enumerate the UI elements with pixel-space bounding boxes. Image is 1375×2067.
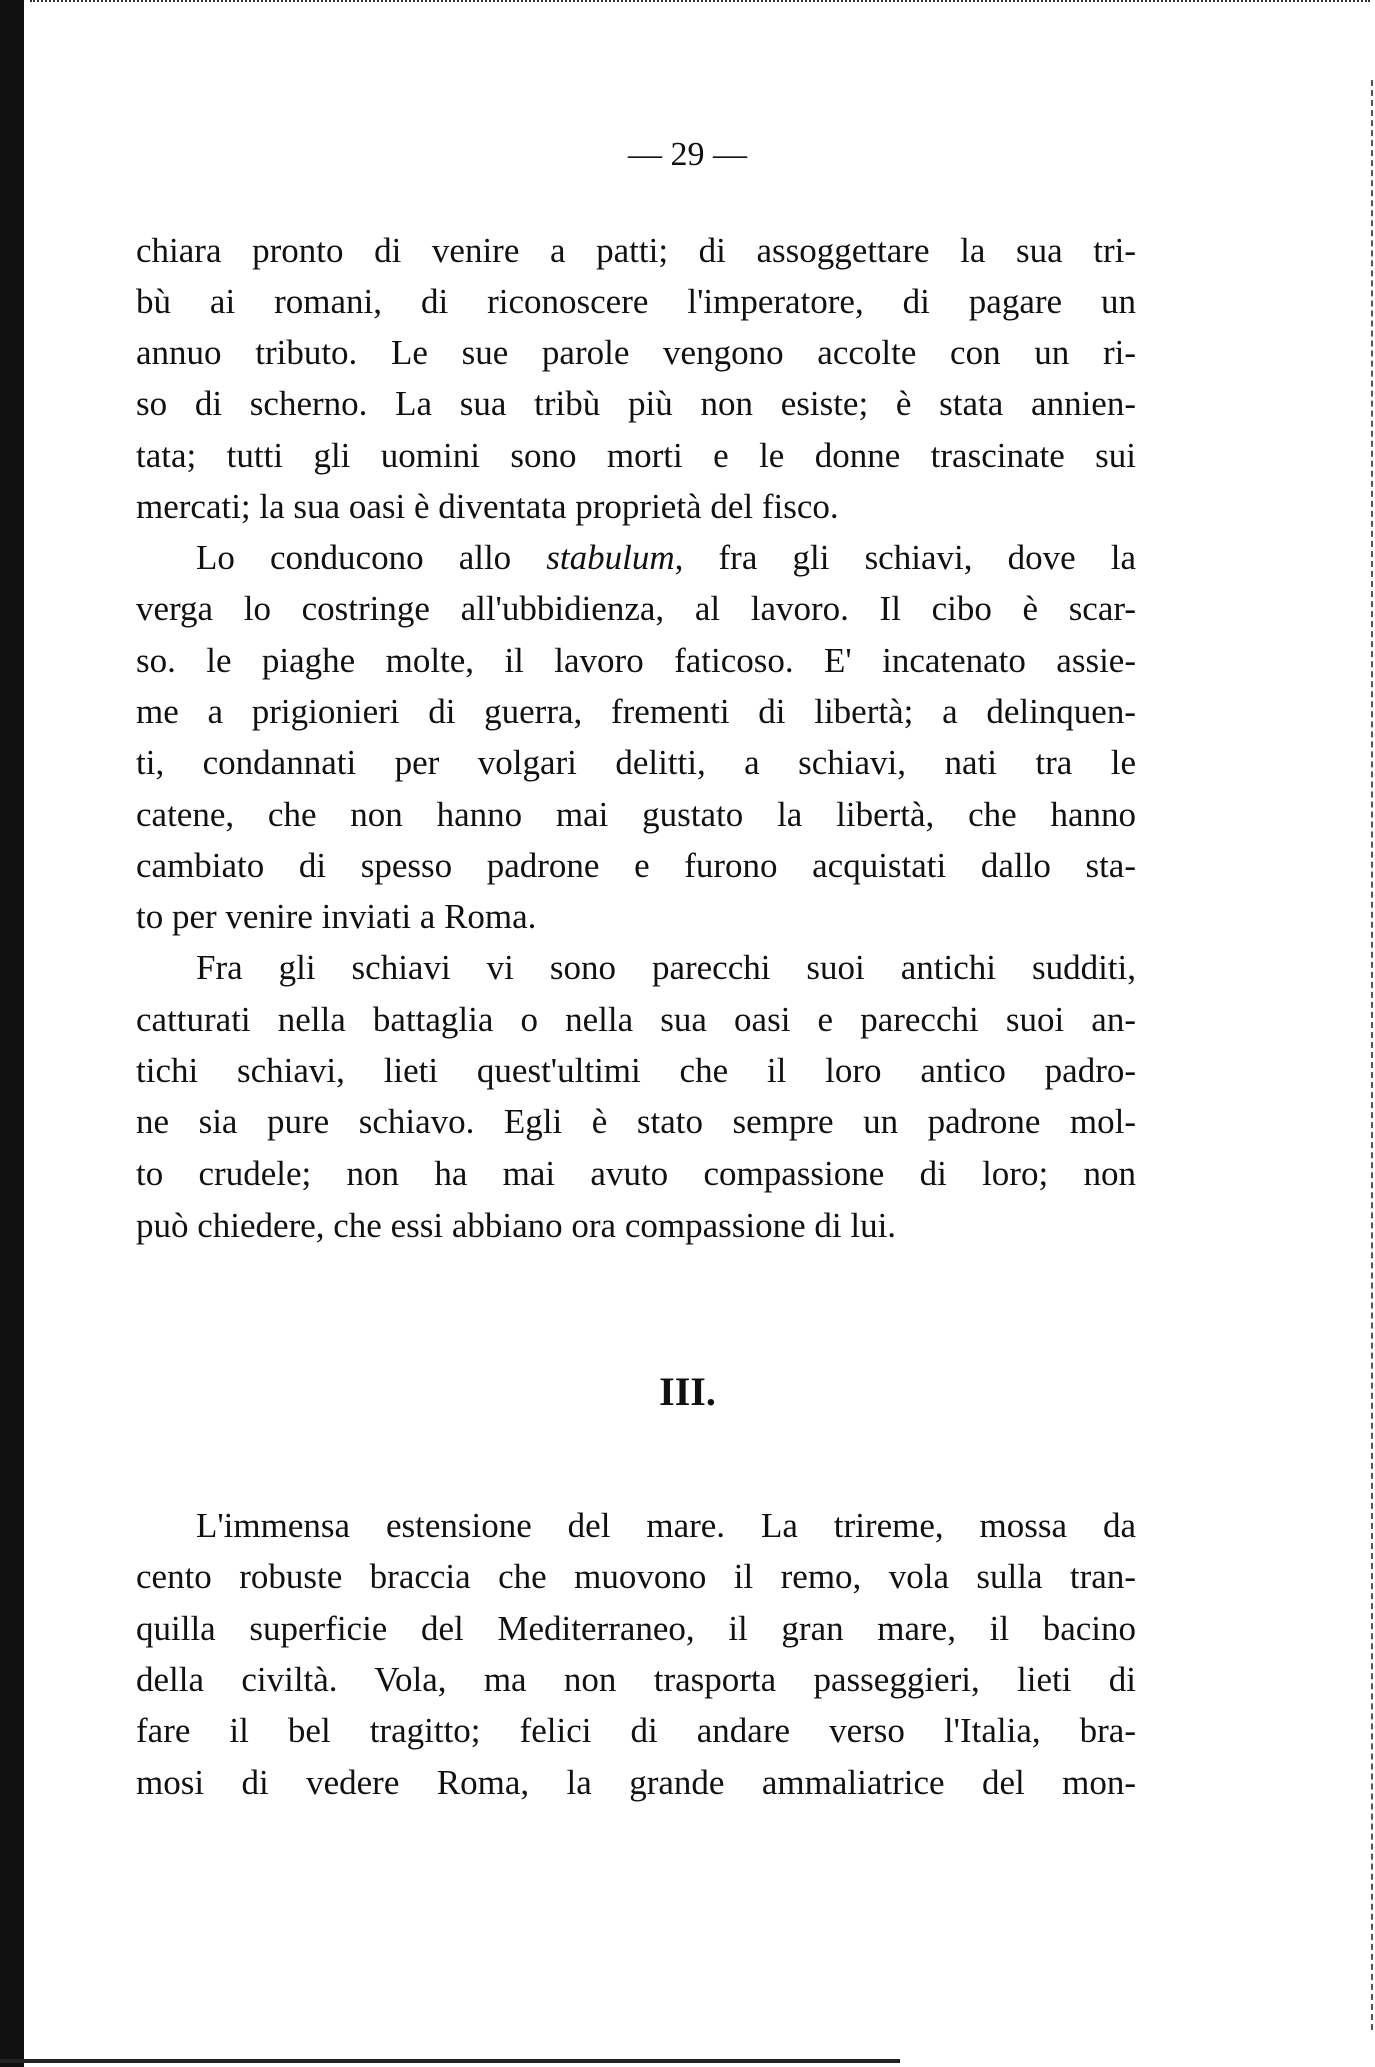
text-line: cambiato di spesso padrone e furono acquistati dallo sta- (136, 846, 1136, 885)
text-line: quilla superficie del Mediterraneo, il gran mare, il bacino (136, 1609, 1136, 1648)
text-line: to per venire inviati a Roma. (136, 897, 537, 936)
text-line: mercati; la sua oasi è diventata proprietà del fisco. (136, 487, 839, 526)
text-span: fra gli schiavi, dove la (683, 538, 1136, 577)
page-number: — 29 — (628, 136, 747, 173)
text-line: so. le piaghe molte, il lavoro faticoso. E' incatenato assie- (136, 641, 1136, 680)
text-line: ti, condannati per volgari delitti, a schiavi, nati tra le (136, 743, 1136, 782)
text-line: catene, che non hanno mai gustato la libertà, che hanno (136, 795, 1136, 834)
text-line: mosi di vedere Roma, la grande ammaliatrice del mon- (136, 1763, 1136, 1802)
text-line: me a prigionieri di guerra, frementi di libertà; a delinquen- (136, 692, 1136, 731)
text-line: chiara pronto di venire a patti; di assoggettare la sua tri- (136, 231, 1136, 270)
text-line: annuo tributo. Le sue parole vengono accolte con un ri- (136, 333, 1136, 372)
text-line: della civiltà. Vola, ma non trasporta passeggieri, lieti di (136, 1660, 1136, 1699)
text-line: fare il bel tragitto; felici di andare verso l'Italia, bra- (136, 1711, 1136, 1750)
scan-edge-left (0, 0, 24, 2067)
text-line: tata; tutti gli uomini sono morti e le donne trascinate sui (136, 436, 1136, 475)
text-line: verga lo costringe all'ubbidienza, al lavoro. Il cibo è scar- (136, 589, 1136, 628)
text-line: Fra gli schiavi vi sono parecchi suoi antichi sudditi, (196, 948, 1136, 987)
italic-term: stabulum, (546, 538, 684, 577)
text-line: può chiedere, che essi abbiano ora compassione di lui. (136, 1206, 897, 1245)
text-line: bù ai romani, di riconoscere l'imperatore, di pagare un (136, 282, 1136, 321)
scan-edge-right (1368, 80, 1373, 2030)
text-line: L'immensa estensione del mare. La trireme, mossa da (196, 1506, 1136, 1545)
text-line: so di scherno. La sua tribù più non esiste; è stata annien- (136, 384, 1136, 423)
chapter-heading: III. (659, 1369, 716, 1414)
text-line: cento robuste braccia che muovono il remo, vola sulla tran- (136, 1557, 1136, 1596)
text-span: Lo conducono allo (196, 538, 547, 577)
text-line: to crudele; non ha mai avuto compassione di loro; non (136, 1154, 1136, 1193)
text-line: tichi schiavi, lieti quest'ultimi che il loro antico padro- (136, 1051, 1136, 1090)
scan-edge-top (30, 0, 1370, 5)
text-line (136, 532, 1136, 583)
text-line: ne sia pure schiavo. Egli è stato sempre un padrone mol- (136, 1102, 1136, 1141)
scan-edge-bottom (0, 2059, 900, 2063)
text-line: catturati nella battaglia o nella sua oasi e parecchi suoi an- (136, 1000, 1136, 1039)
